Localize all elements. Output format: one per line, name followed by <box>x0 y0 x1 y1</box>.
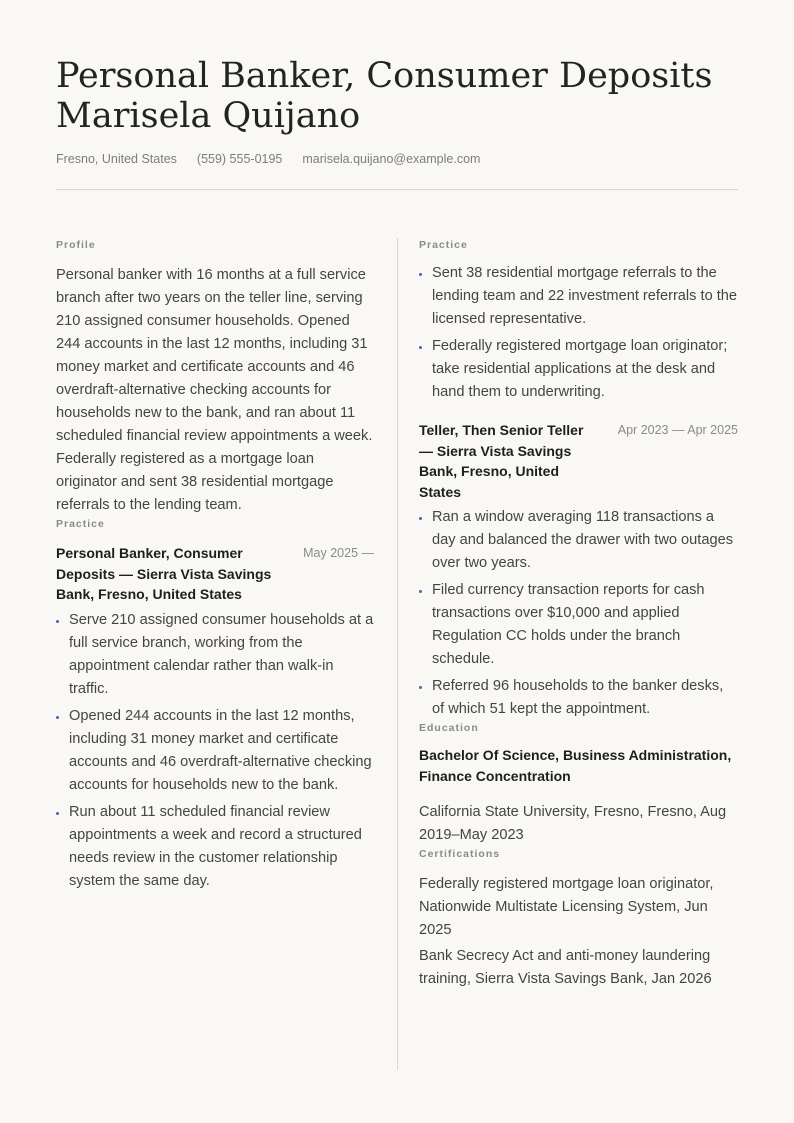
section-label-certifications: Certifications <box>419 848 501 860</box>
education-section <box>419 721 738 847</box>
job-title-heading: Personal Banker, Consumer Deposits <box>56 56 713 96</box>
job-date: Apr 2023 — Apr 2025 <box>617 423 738 437</box>
job-bullets <box>419 506 738 721</box>
section-label-education: Education <box>419 722 479 734</box>
job-bullets <box>56 609 374 893</box>
list-item: Serve 210 assigned consumer households at a full service branch, working from the appointment calendar rather than walk-in traffic. <box>56 609 374 701</box>
job-title: Personal Banker, Consumer Deposits — Sierra Vista Savings Bank, Fresno, United States <box>56 545 272 602</box>
certification-item: Federally registered mortgage loan originator, Nationwide Multistate Licensing System, Jun 2025 <box>419 876 714 938</box>
list-item: Opened 244 accounts in the last 12 months, including 31 money market and certificate accounts and 46 overdraft-alternative checking accounts for households new to the bank. <box>56 705 374 797</box>
job-header <box>419 420 738 502</box>
school-text: California State University, Fresno, Fresno, Aug 2019–May 2023 <box>419 804 727 843</box>
page-title <box>56 56 738 136</box>
certification-item: Bank Secrecy Act and anti-money laundering training, Sierra Vista Savings Bank, Jan 2026 <box>419 948 712 987</box>
candidate-name: Marisela Quijano <box>56 96 361 136</box>
certifications-section <box>419 847 738 991</box>
job-title: Teller, Then Senior Teller — Sierra Vista Savings Bank, Fresno, United States <box>419 422 584 500</box>
list-item: Ran a window averaging 118 transactions a day and balanced the drawer with two outages over two years. <box>419 506 738 575</box>
degree-title: Bachelor Of Science, Business Administration, Finance Concentration <box>419 747 732 784</box>
list-item: Run about 11 scheduled financial review appointments a week and record a structured needs review in the customer relationship system the same day. <box>56 801 374 893</box>
right-column <box>419 238 738 991</box>
list-item: Filed currency transaction reports for cash transactions over $10,000 and applied Regulation CC holds under the branch schedule. <box>419 579 738 671</box>
job-header <box>56 543 374 605</box>
job-date: May 2025 — <box>303 546 374 560</box>
section-label-practice: Practice <box>419 239 468 251</box>
resume-header <box>56 56 738 166</box>
section-label-profile: Profile <box>56 239 96 251</box>
header-divider <box>56 189 738 190</box>
section-label-practice: Practice <box>56 518 105 530</box>
list-item: Federally registered mortgage loan originator; take residential applications at the desk and hand them to underwriting. <box>419 335 738 404</box>
list-item: Sent 38 residential mortgage referrals to the lending team and 22 investment referrals to the licensed representative. <box>419 262 738 331</box>
contact-line <box>56 152 738 166</box>
left-column <box>56 238 374 893</box>
list-item: Referred 96 households to the banker desks, of which 51 kept the appointment. <box>419 675 738 721</box>
email-link[interactable]: marisela.quijano@example.com <box>302 152 481 166</box>
practice-section <box>56 517 374 893</box>
profile-section <box>56 238 374 517</box>
job-bullets <box>419 262 738 404</box>
profile-text: Personal banker with 16 months at a full service branch after two years on the teller line, serving 210 assigned consumer households. Opened 244 accounts in the last 12 months, including 31 money market and certificate accounts and 46 overdraft-alternative checking accounts for households new to the bank, and ran about 11 scheduled financial review appointments a week. Federally registered as a mortgage loan originator and sent 38 residential mortgage referrals to the lending team. <box>56 267 373 513</box>
location-text: Fresno, United States <box>56 152 177 166</box>
phone-text: (559) 555-0195 <box>196 152 283 166</box>
column-divider <box>397 238 398 1070</box>
practice-continued-section <box>419 238 738 721</box>
